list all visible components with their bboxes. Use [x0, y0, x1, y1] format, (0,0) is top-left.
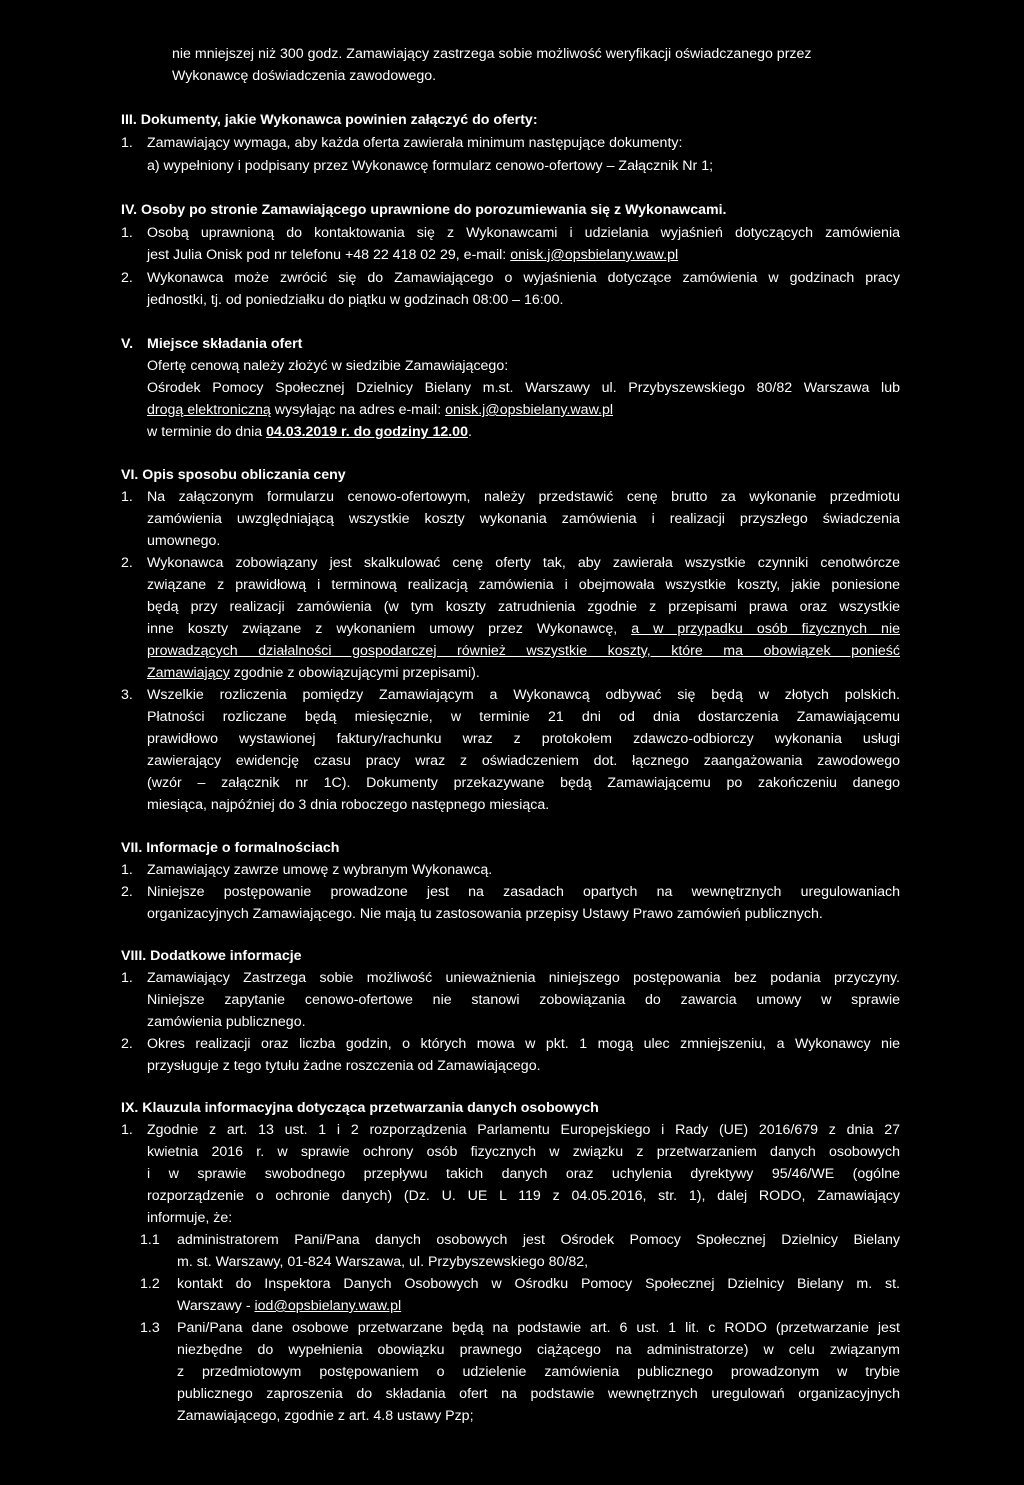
section-vi-item-2-line-6-text: zgodnie z obowiązującymi przepisami). — [229, 665, 480, 681]
section-iv-item-1-number: 1. — [121, 225, 133, 241]
section-viii-item-1-line-3: zamówienia publicznego. — [147, 1014, 306, 1030]
section-vi-item-1-number: 1. — [121, 489, 133, 505]
section-vi-item-2-number: 2. — [121, 555, 133, 571]
deadline-date: 04.03.2019 r. do godziny 12.00 — [266, 424, 468, 440]
intro-line-2: Wykonawcę doświadczenia zawodowego. — [172, 68, 437, 84]
section-iv-item-1-line-2 — [147, 245, 678, 266]
point-1-1-line-1: administratorem Pani/Pana danych osobowych jest Ośrodek Pomocy Społecznej Dzielnicy Bielany — [177, 1232, 900, 1248]
section-v-number: V. — [121, 336, 134, 352]
intro-line-1: nie mniejszej niż 300 godz. Zamawiający zastrzega sobie możliwość weryfikacji oświadczanego przez — [172, 46, 812, 62]
section-v-line-3-text: wysyłając na adres e-mail: — [270, 402, 446, 418]
section-vi-item-2-line-4-text: inne koszty związane z wykonaniem umowy przez Wykonawcę, — [147, 621, 632, 637]
section-iv-item-2-number: 2. — [121, 270, 133, 286]
section-vi-item-3-number: 3. — [121, 687, 133, 703]
section-iii-item-1-number: 1. — [121, 135, 133, 151]
section-iii-heading: III. Dokumenty, jakie Wykonawca powinien załączyć do oferty: — [121, 112, 538, 128]
section-vii-item-1-number: 1. — [121, 862, 133, 878]
point-1-2-line-2 — [177, 1296, 401, 1317]
section-iv-heading: IV. Osoby po stronie Zamawiającego uprawnione do porozumiewania się z Wykonawcami. — [121, 202, 727, 218]
iod-email-link[interactable]: iod@opsbielany.waw.pl — [254, 1298, 402, 1314]
deadline-prefix: w terminie do dnia — [147, 424, 267, 440]
section-ix-item-1-line-4: rozporządzenie o ochronie danych) (Dz. U. UE L 119 z 04.05.2016, str. 1), dalej RODO, Zamawiający — [147, 1188, 900, 1204]
point-1-3-line-2: niezbędne do wypełnienia obowiązku prawnego ciążącego na administratorze) w celu związanym — [177, 1342, 900, 1358]
deadline-end: . — [467, 424, 472, 440]
point-1-3-line-4: publicznego zaproszenia do składania ofert na podstawie wewnętrznych uregulowań organizacyjnych — [177, 1386, 900, 1402]
section-vi-item-3-line-2: Płatności rozliczane będą miesięcznie, w terminie 21 dni od dnia dostarczenia Zamawiającemu — [147, 709, 900, 725]
section-vi-item-2-line-4 — [147, 619, 900, 640]
section-iv-item-2-line-1: Wykonawca może zwrócić się do Zamawiającego o wyjaśnienia dotyczące zamówienia w godzinach pracy — [147, 270, 900, 286]
section-vi-item-2-line-1: Wykonawca zobowiązany jest skalkulować cenę oferty tak, aby zawierała wszystkie czynniki cenotwórcze — [147, 555, 900, 571]
section-vi-item-3-line-1: Wszelkie rozliczenia pomiędzy Zamawiającym a Wykonawcą odbywać się będą w złotych polskich. — [147, 687, 900, 703]
section-viii-item-2-number: 2. — [121, 1036, 133, 1052]
section-vi-item-2-line-6 — [147, 663, 480, 684]
section-iii-item-1-text: Zamawiający wymaga, aby każda oferta zawierała minimum następujące dokumenty: — [147, 135, 683, 151]
section-iii-item-a-text: a) wypełniony i podpisany przez Wykonawcę formularz cenowo-ofertowy – Załącznik Nr 1; — [147, 158, 714, 174]
section-vi-item-3-line-5: (wzór – załącznik nr 1C). Dokumenty przekazywane będą Zamawiającemu po zakończeniu danego — [147, 775, 900, 791]
section-vi-item-2-line-6-underlined: Zamawiający — [147, 665, 230, 681]
point-1-3-line-5: Zamawiającego, zgodnie z art. 4.8 ustawy Pzp; — [177, 1408, 474, 1424]
section-viii-heading: VIII. Dodatkowe informacje — [121, 948, 302, 964]
section-iv-item-1-line-2-text: jest Julia Onisk pod nr telefonu +48 22 418 02 29, e-mail: — [147, 247, 511, 263]
point-1-3-number: 1.3 — [140, 1320, 160, 1336]
section-ix-item-1-number: 1. — [121, 1122, 133, 1138]
section-ix-item-1-line-3: i w sprawie swobodnego przepływu takich danych oraz uchylenia dyrektywy 95/46/WE (ogólne — [147, 1166, 900, 1182]
point-1-2-line-2-text: Warszawy - — [177, 1298, 255, 1314]
section-iv-item-2-line-2: jednostki, tj. od poniedziałku do piątku w godzinach 08:00 – 16:00. — [147, 292, 564, 308]
section-vi-item-2-line-4-underlined: a w przypadku osób fizycznych nie — [631, 621, 900, 637]
section-viii-item-2-line-1: Okres realizacji oraz liczba godzin, o których mowa w pkt. 1 mogą ulec zmniejszeniu, a Wykonawcy nie — [147, 1036, 900, 1052]
section-viii-item-1-number: 1. — [121, 970, 133, 986]
section-vi-item-2-line-2: związane z prawidłową i terminową realizacją zamówienia i obejmowała wszystkie koszty, jakie poniesione — [147, 577, 900, 593]
section-v-line-4 — [147, 422, 472, 443]
section-viii-item-1-line-2: Niniejsze zapytanie cenowo-ofertowe nie stanowi zobowiązania do zawarcia umowy w sprawie — [147, 992, 900, 1008]
section-vii-item-2-line-1: Niniejsze postępowanie prowadzone jest na zasadach opartych na wewnętrznych uregulowaniach — [147, 884, 900, 900]
point-1-1-number: 1.1 — [140, 1232, 160, 1248]
point-1-2-number: 1.2 — [140, 1276, 160, 1292]
section-v-line-2: Ośrodek Pomocy Społecznej Dzielnicy Bielany m.st. Warszawy ul. Przybyszewskiego 80/82 Warszawa lub — [147, 380, 900, 396]
section-vi-item-3-line-6: miesiąca, najpóźniej do 3 dnia roboczego następnego miesiąca. — [147, 797, 550, 813]
section-v-line-1: Ofertę cenową należy złożyć w siedzibie Zamawiającego: — [147, 358, 509, 374]
section-ix-item-1-line-1: Zgodnie z art. 13 ust. 1 i 2 rozporządzenia Parlamentu Europejskiego i Rady (UE) 2016/679 z dnia 27 — [147, 1122, 900, 1138]
section-ix-item-1-line-5: informuje, że: — [147, 1210, 233, 1226]
section-iv-item-1-line-1: Osobą uprawnioną do kontaktowania się z Wykonawcami i udzielania wyjaśnień dotyczących zamówienia — [147, 225, 900, 241]
section-vi-heading: VI. Opis sposobu obliczania ceny — [121, 467, 346, 483]
contact-email-link[interactable]: onisk.j@opsbielany.waw.pl — [510, 247, 679, 263]
section-vi-item-1-line-1: Na załączonym formularzu cenowo-ofertowym, należy przedstawić cenę brutto za wykonanie przedmiotu — [147, 489, 900, 505]
section-vi-item-3-line-3: prawidłowo wystawionej faktury/rachunku wraz z protokołem zdawczo-odbiorczy wykonania usługi — [147, 731, 900, 747]
point-1-3-line-3: z przedmiotowym postępowaniem o udzielenie zamówienia publicznego prowadzonym w trybie — [177, 1364, 900, 1380]
section-viii-item-1-line-1: Zamawiający Zastrzega sobie możliwość unieważnienia niniejszego postępowania bez podania przyczyny. — [147, 970, 900, 986]
section-vii-item-2-number: 2. — [121, 884, 133, 900]
point-1-2-line-1: kontakt do Inspektora Danych Osobowych w Ośrodku Pomocy Społecznej Dzielnicy Bielany m. st. — [177, 1276, 900, 1292]
section-ix-heading: IX. Klauzula informacyjna dotycząca przetwarzania danych osobowych — [121, 1100, 599, 1116]
section-vi-item-3-line-4: zawierający ewidencję czasu pracy wraz z oświadczeniem dot. łącznego zaangażowania zawodowego — [147, 753, 900, 769]
section-vii-heading: VII. Informacje o formalnościach — [121, 840, 340, 856]
section-v-line-3 — [147, 400, 613, 421]
section-vii-item-1-line-1: Zamawiający zawrze umowę z wybranym Wykonawcą. — [147, 862, 493, 878]
point-1-3-line-1: Pani/Pana dane osobowe przetwarzane będą na podstawie art. 6 ust. 1 lit. c RODO (przetwarzanie jest — [177, 1320, 900, 1336]
section-vi-item-2-line-5: prowadzących działalności gospodarczej również wszystkie koszty, które ma obowiązek ponieść — [147, 643, 900, 659]
section-vi-item-1-line-3: umownego. — [147, 533, 221, 549]
section-viii-item-2-line-2: przysługuje z tego tytułu żadne roszczenia od Zamawiającego. — [147, 1058, 541, 1074]
section-v-heading: Miejsce składania ofert — [147, 336, 303, 352]
section-vii-item-2-line-2: organizacyjnych Zamawiającego. Nie mają tu zastosowania przepisy Ustawy Prawo zamówień publicznych. — [147, 906, 823, 922]
submission-email-link[interactable]: onisk.j@opsbielany.waw.pl — [445, 402, 614, 418]
electronic-submission-link[interactable]: drogą elektroniczną — [147, 402, 271, 418]
section-vi-item-2-line-3: będą przy realizacji zamówienia (w tym koszty zatrudnienia zgodnie z przepisami prawa oraz wszystkie — [147, 599, 900, 615]
section-vi-item-1-line-2: zamówienia uwzględniającą wszystkie koszty wykonania zamówienia i realizacji przyszłego świadczenia — [147, 511, 900, 527]
section-ix-item-1-line-2: kwietnia 2016 r. w sprawie ochrony osób fizycznych w związku z przetwarzaniem danych osobowych — [147, 1144, 900, 1160]
point-1-1-line-2: m. st. Warszawy, 01-824 Warszawa, ul. Przybyszewskiego 80/82, — [177, 1254, 589, 1270]
